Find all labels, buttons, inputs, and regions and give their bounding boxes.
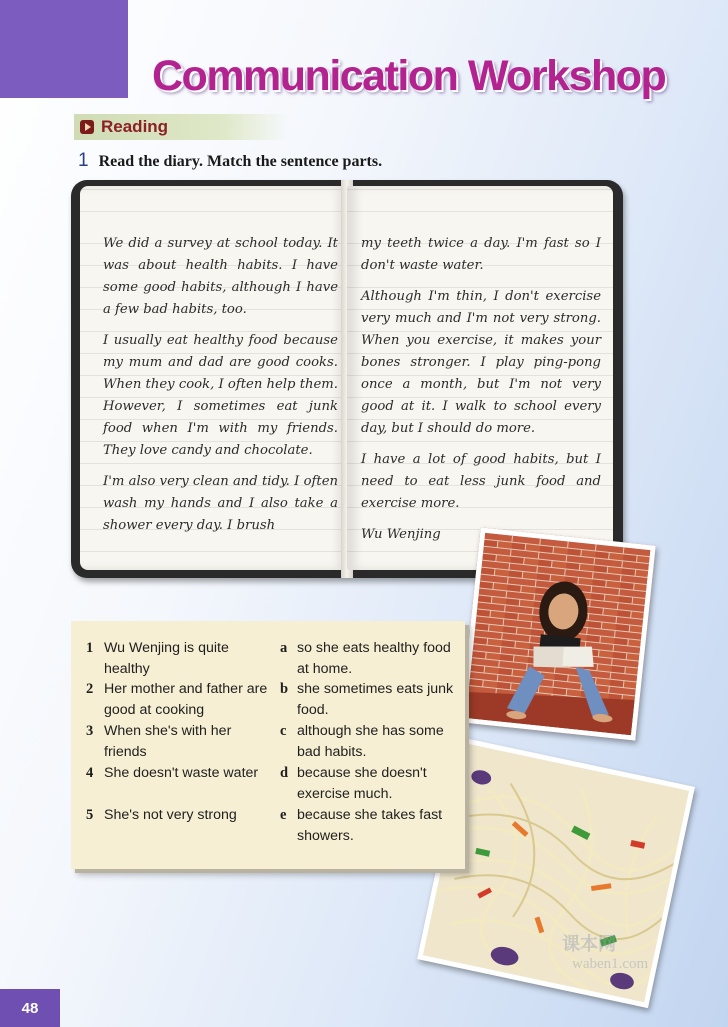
sentence-start: She's not very strong	[104, 807, 237, 823]
play-icon	[80, 120, 94, 134]
item-number: 1	[86, 640, 94, 656]
sentence-end: because she doesn't exercise much.	[297, 765, 427, 802]
sentence-start: She doesn't waste water	[104, 765, 259, 781]
exercise-number: 1	[78, 150, 89, 171]
diary-paragraph: Although I'm thin, I don't exercise very much and I'm not very strong. When you exercise, it makes your bones stronger. I play ping-pong once a month, but I'm not very good at it. I walk to school every day, but I should do more.	[361, 289, 601, 436]
sentence-end: she sometimes eats junk food.	[297, 681, 454, 718]
girl-reading-illustration	[465, 533, 656, 741]
diary-paragraph: We did a survey at school today. It was about health habits. I have some good habits, although I have a few bad habits, too.	[103, 236, 338, 317]
page-number: 48	[0, 989, 60, 1027]
section-tag	[74, 114, 288, 140]
sentence-start: When she's with her friends	[104, 723, 232, 760]
item-number: 2	[86, 681, 94, 697]
item-letter: d	[280, 765, 289, 781]
sentence-end: so she eats healthy food at home.	[297, 640, 451, 677]
diary-left-text	[103, 233, 338, 546]
item-letter: e	[280, 807, 287, 823]
watermark-text: 课本网	[562, 934, 616, 954]
sentence-start: Her mother and father are good at cooking	[104, 681, 268, 718]
diary-paragraph: I have a lot of good habits, but I need to eat less junk food and exercise more.	[361, 452, 601, 511]
sentence-start: Wu Wenjing is quite healthy	[104, 640, 229, 677]
sentence-end: although she has some bad habits.	[297, 723, 444, 760]
watermark-url: waben1.com	[572, 956, 649, 972]
item-letter: a	[280, 640, 288, 656]
diary-paragraph: I'm also very clean and tidy. I often wash my hands and I also take a shower every day. I brush	[103, 474, 338, 533]
diary-paragraph: I usually eat healthy food because my mum and dad are good cooks. When they cook, I often help them. However, I sometimes eat junk food when I'm with my friends. They love candy and chocolate.	[103, 333, 338, 458]
photo-girl-reading	[460, 527, 656, 740]
item-number: 3	[86, 723, 94, 739]
item-number: 4	[86, 765, 94, 781]
item-number: 5	[86, 807, 94, 823]
exercise-instruction	[78, 150, 382, 172]
sentence-end: because she takes fast showers.	[297, 807, 443, 844]
diary-right-text	[361, 233, 601, 555]
diary-signature: Wu Wenjing	[361, 527, 441, 542]
diary-right-page	[347, 186, 613, 570]
section-label: Reading	[101, 117, 169, 136]
item-letter: b	[280, 681, 289, 697]
diary-paragraph: my teeth twice a day. I'm fast so I don't waste water.	[361, 236, 601, 273]
item-letter: c	[280, 723, 287, 739]
corner-color-block	[0, 0, 128, 98]
matching-exercise	[71, 621, 465, 869]
diary-left-page	[80, 186, 347, 570]
instruction-text: Read the diary. Match the sentence parts.	[98, 153, 383, 170]
diary-notebook	[71, 180, 623, 578]
page-title: Communication Workshop	[152, 52, 666, 100]
